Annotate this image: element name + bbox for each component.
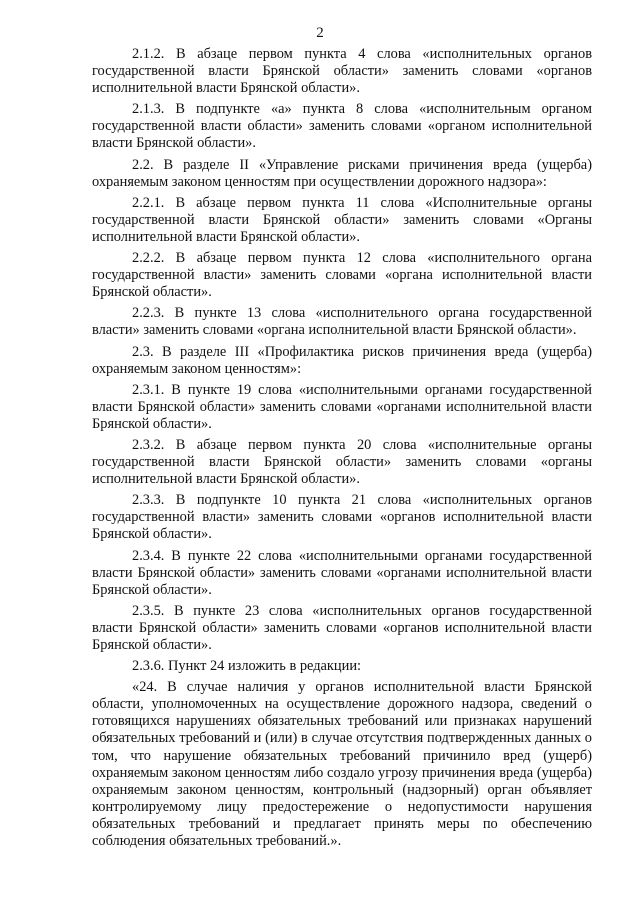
paragraph-2-1-2: 2.1.2. В абзаце первом пункта 4 слова «исполнительных органов государственной власти Брянской области» заменить словами «органов исполнительной власти Брянской области».: [92, 46, 592, 97]
paragraph-2-3-2: 2.3.2. В абзаце первом пункта 20 слова «исполнительные органы государственной власти Брянской области» заменить словами «органы исполнительной власти Брянской области».: [92, 436, 592, 488]
paragraph-2-3-5: 2.3.5. В пункте 23 слова «исполнительных органов государственной власти Брянской области» заменить словами «органов исполнительной власти Брянской области».: [92, 602, 592, 653]
paragraph-2-3-1: 2.3.1. В пункте 19 слова «исполнительными органами государственной власти Брянской области» заменить словами «органами исполнительной власти Брянской области».: [92, 381, 592, 432]
page-number: 2: [316, 25, 324, 41]
paragraph-quoted-24: «24. В случае наличия у органов исполнительной власти Брянской области, уполномоченных на осуществление дорожного надзора, сведений о готовящихся нарушениях обязательных требований или признаках нарушений обязательных требований и (или) в случае отсутствия подтвержденных данных о том, что нарушение обязательных требований причинило вред (ущерб) охраняемым законом ценностям либо создало угрозу причинения вреда (ущерба) охраняемым законом ценностям, контрольный (надзорный) орган объявляет контролируемому лицу предостережение о недопустимости нарушения обязательных требований и предлагает принять меры по обеспечению соблюдения обязательных требований.».: [92, 679, 592, 850]
paragraph-2-2-1: 2.2.1. В абзаце первом пункта 11 слова «Исполнительные органы государственной власти Брянской области» заменить словами «Органы исполнительной власти Брянской области».: [92, 194, 592, 245]
paragraph-2-3-3: 2.3.3. В подпункте 10 пункта 21 слова «исполнительных органов государственной власти» заменить словами «органов исполнительной власти Брянской области».: [92, 492, 592, 543]
document-body: [92, 46, 592, 854]
paragraph-2-2-2: 2.2.2. В абзаце первом пункта 12 слова «исполнительного органа государственной власти» заменить словами «органа исполнительной власти Брянской области».: [92, 250, 592, 301]
paragraph-2-3-4: 2.3.4. В пункте 22 слова «исполнительными органами государственной власти Брянской области» заменить словами «органами исполнительной власти Брянской области».: [92, 547, 592, 598]
paragraph-2-1-3: 2.1.3. В подпункте «а» пункта 8 слова «исполнительным органом государственной власти области» заменить словами «органом исполнительной власти Брянской области».: [92, 101, 592, 152]
paragraph-2-3-6: 2.3.6. Пункт 24 изложить в редакции:: [132, 658, 362, 675]
paragraph-2-2: 2.2. В разделе II «Управление рисками причинения вреда (ущерба) охраняемым законом ценностям при осуществлении дорожного надзора»:: [92, 156, 592, 190]
paragraph-2-2-3: 2.2.3. В пункте 13 слова «исполнительного органа государственной власти» заменить словами «органа исполнительной власти Брянской области».: [92, 305, 592, 339]
paragraph-2-3: 2.3. В разделе III «Профилактика рисков причинения вреда (ущерба) охраняемым законом ценностям»:: [92, 343, 592, 377]
